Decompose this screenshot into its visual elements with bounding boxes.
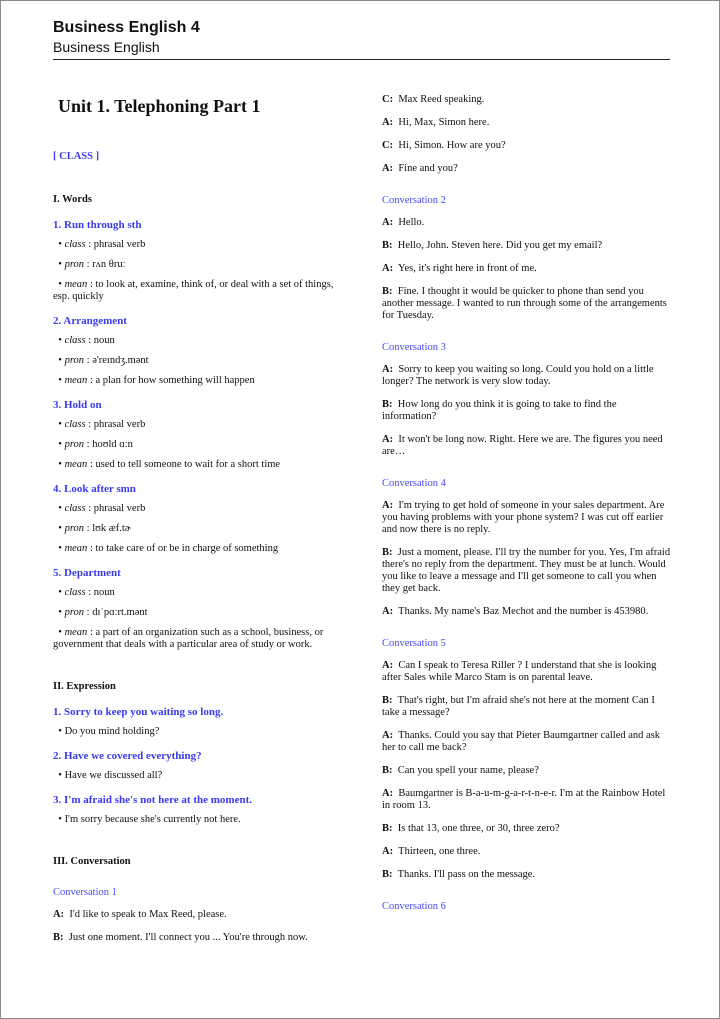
- word-pron-item: • pron : hoʊld ɑːn: [53, 439, 133, 450]
- word-heading: 3. Hold on: [53, 399, 102, 411]
- dialogue-line: [382, 434, 672, 458]
- word-pron-item: • pron : lʊk æf.tɚ: [53, 523, 132, 534]
- header-divider: [53, 59, 670, 60]
- dialogue-line: [382, 765, 672, 777]
- word-mean-value: to look at, examine, think of, or deal with a set of things, esp. quickly: [53, 279, 334, 302]
- speaker-label: B:: [382, 399, 393, 410]
- dialogue-line: [382, 286, 672, 322]
- speaker-label: A:: [382, 788, 394, 799]
- word-mean-label: mean: [64, 279, 88, 290]
- dialogue-line: [382, 823, 672, 835]
- speaker-label: A:: [382, 163, 394, 174]
- word-mean-value: used to tell someone to wait for a short time: [95, 459, 281, 470]
- expression-alternative: • Have we discussed all?: [53, 770, 163, 781]
- speaker-label: A:: [382, 500, 394, 511]
- word-class-item: • class : noun: [53, 587, 115, 598]
- dialogue-line: [382, 263, 672, 275]
- speaker-label: A:: [382, 217, 394, 228]
- word-pron-item: • pron : ə'reɪndʒ.mənt: [53, 355, 149, 366]
- speaker-label: B:: [53, 932, 64, 943]
- dialogue-text: Hello.: [398, 217, 425, 228]
- speaker-label: A:: [53, 909, 65, 920]
- word-mean-label: mean: [64, 627, 88, 638]
- speaker-label: C:: [382, 94, 394, 105]
- dialogue-line: [382, 364, 672, 388]
- word-pron-value: ə'reɪndʒ.mənt: [92, 355, 149, 366]
- dialogue-text: Just a moment, please. I'll try the number for you. Yes, I'm afraid there's no reply from the department. They must be at lunch. Would you like to leave a message and I'll get someone to call you when they get back.: [382, 547, 671, 594]
- document-subtitle: Business English: [53, 39, 160, 55]
- speaker-label: B:: [382, 765, 393, 776]
- dialogue-text: Can I speak to Teresa Riller ? I understand that she is looking after Sales while Marco Stam is on parental leave.: [382, 660, 657, 683]
- dialogue-text: That's right, but I'm afraid she's not here at the moment Can I take a message?: [382, 695, 655, 718]
- dialogue-line: [382, 240, 672, 252]
- dialogue-text: How long do you think it is going to take to find the information?: [382, 399, 617, 422]
- expression-alternative-text: Do you mind holding?: [64, 726, 160, 737]
- word-pron-item: • pron : dɪˈpɑːrt.mənt: [53, 607, 148, 618]
- word-mean-item: • mean : to look at, examine, think of, or deal with a set of things, esp. quickly: [53, 279, 334, 302]
- word-heading: 5. Department: [53, 567, 121, 579]
- speaker-label: A:: [382, 263, 394, 274]
- word-heading: 1. Run through sth: [53, 219, 142, 231]
- dialogue-line: [382, 140, 672, 152]
- word-class-item: • class : phrasal verb: [53, 419, 146, 430]
- word-class-label: class: [64, 587, 86, 598]
- dialogue-text: Thanks. Could you say that Pieter Baumgartner called and ask her to call me back?: [382, 730, 661, 753]
- speaker-label: A:: [382, 660, 394, 671]
- word-class-item: • class : phrasal verb: [53, 239, 146, 250]
- dialogue-text: Fine. I thought it would be quicker to phone than send you another message. I wanted to run through some of the arrangements for Tuesday.: [382, 286, 667, 321]
- expression-alternative-text: Have we discussed all?: [64, 770, 163, 781]
- word-pron-value: hoʊld ɑːn: [92, 439, 133, 450]
- speaker-label: C:: [382, 140, 394, 151]
- word-pron-label: pron: [64, 355, 85, 366]
- speaker-label: B:: [382, 695, 393, 706]
- dialogue-line: [53, 932, 343, 944]
- expression-alternative-text: I'm sorry because she's currently not here.: [64, 814, 241, 825]
- dialogue-text: I'd like to speak to Max Reed, please.: [69, 909, 227, 920]
- conversation-list-left: [53, 887, 343, 944]
- word-mean-item: • mean : to take care of or be in charge of something: [53, 543, 279, 554]
- speaker-label: A:: [382, 846, 394, 857]
- dialogue-line: [382, 695, 672, 719]
- expression-heading: 1. Sorry to keep you waiting so long.: [53, 706, 224, 718]
- word-pron-value: lʊk æf.tɚ: [92, 523, 132, 534]
- words-list: [53, 219, 343, 651]
- dialogue-text: Thirteen, one three.: [398, 846, 481, 857]
- dialogue-text: Can you spell your name, please?: [397, 765, 539, 776]
- word-pron-item: • pron : rʌn θruː: [53, 259, 126, 270]
- dialogue-text: Baumgartner is B-a-u-m-g-a-r-t-n-e-r. I'm at the Rainbow Hotel in room 13.: [382, 788, 666, 811]
- word-mean-label: mean: [64, 459, 88, 470]
- word-pron-value: dɪˈpɑːrt.mənt: [92, 607, 148, 618]
- word-mean-value: a plan for how something will happen: [95, 375, 255, 386]
- dialogue-line: [382, 606, 672, 618]
- speaker-label: B:: [382, 286, 393, 297]
- dialogue-line: [382, 660, 672, 684]
- speaker-label: A:: [382, 606, 394, 617]
- dialogue-text: It won't be long now. Right. Here we are. The figures you need are…: [382, 434, 663, 457]
- dialogue-text: I'm trying to get hold of someone in your sales department. Are you having problems with your phone system? I was cut off earlier and now there is no reply.: [382, 500, 665, 535]
- expression-alternative: • Do you mind holding?: [53, 726, 160, 737]
- word-class-label: class: [64, 503, 86, 514]
- speaker-label: A:: [382, 364, 394, 375]
- word-mean-item: • mean : a plan for how something will happen: [53, 375, 255, 386]
- expression-heading: 2. Have we covered everything?: [53, 750, 202, 762]
- word-class-label: class: [64, 335, 86, 346]
- dialogue-text: Sorry to keep you waiting so long. Could you hold on a little longer? The network is very slow today.: [382, 364, 654, 387]
- word-class-item: • class : phrasal verb: [53, 503, 146, 514]
- dialogue-line: [382, 94, 672, 106]
- expression-list: [53, 706, 343, 826]
- document-title: Business English 4: [53, 19, 200, 36]
- word-heading: 2. Arrangement: [53, 315, 127, 327]
- word-class-label: class: [64, 239, 86, 250]
- word-mean-label: mean: [64, 375, 88, 386]
- word-class-value: noun: [93, 335, 115, 346]
- conversation-title: Conversation 2: [382, 195, 446, 206]
- dialogue-line: [382, 869, 672, 881]
- word-class-value: phrasal verb: [93, 419, 146, 430]
- dialogue-text: Yes, it's right here in front of me.: [397, 263, 537, 274]
- dialogue-text: Just one moment. I'll connect you ... You're through now.: [68, 932, 308, 943]
- dialogue-line: [382, 500, 672, 536]
- word-pron-value: rʌn θruː: [92, 259, 126, 270]
- conversation-title: Conversation 4: [382, 478, 446, 489]
- word-class-label: class: [64, 419, 86, 430]
- speaker-label: A:: [382, 730, 394, 741]
- conversation-title: Conversation 5: [382, 638, 446, 649]
- word-class-value: phrasal verb: [93, 503, 146, 514]
- dialogue-line: [382, 399, 672, 423]
- dialogue-text: Thanks. I'll pass on the message.: [397, 869, 536, 880]
- dialogue-line: [382, 163, 672, 175]
- word-pron-label: pron: [64, 439, 85, 450]
- dialogue-text: Thanks. My name's Baz Mechot and the number is 453980.: [398, 606, 649, 617]
- conversation-title: Conversation 6: [382, 901, 446, 912]
- dialogue-line: [53, 909, 343, 921]
- class-link[interactable]: [ CLASS ]: [53, 151, 100, 162]
- expression-alternative: • I'm sorry because she's currently not here.: [53, 814, 241, 825]
- dialogue-line: [382, 788, 672, 812]
- word-class-value: phrasal verb: [93, 239, 146, 250]
- conversation-title: Conversation 3: [382, 342, 446, 353]
- unit-title: Unit 1. Telephoning Part 1: [58, 96, 261, 116]
- word-class-value: noun: [93, 587, 115, 598]
- conversation-heading: III. Conversation: [53, 856, 131, 867]
- word-mean-value: to take care of or be in charge of something: [95, 543, 279, 554]
- word-pron-label: pron: [64, 523, 85, 534]
- word-pron-label: pron: [64, 607, 85, 618]
- speaker-label: B:: [382, 547, 393, 558]
- dialogue-line: [382, 117, 672, 129]
- speaker-label: A:: [382, 117, 394, 128]
- speaker-label: A:: [382, 434, 394, 445]
- right-column: [382, 94, 672, 913]
- word-pron-label: pron: [64, 259, 85, 270]
- word-mean-value: a part of an organization such as a school, business, or government that deals with a particular area of study or work.: [53, 627, 324, 650]
- dialogue-text: Hi, Max, Simon here.: [398, 117, 490, 128]
- expression-heading: II. Expression: [53, 681, 116, 692]
- dialogue-text: Hello, John. Steven here. Did you get my email?: [397, 240, 603, 251]
- expression-heading: 3. I'm afraid she's not here at the moment.: [53, 794, 252, 806]
- dialogue-line: [382, 730, 672, 754]
- speaker-label: B:: [382, 823, 393, 834]
- conversation-title: Conversation 1: [53, 887, 117, 898]
- word-class-item: • class : noun: [53, 335, 115, 346]
- speaker-label: B:: [382, 240, 393, 251]
- dialogue-line: [382, 217, 672, 229]
- dialogue-text: Max Reed speaking.: [398, 94, 485, 105]
- dialogue-text: Fine and you?: [398, 163, 458, 174]
- speaker-label: B:: [382, 869, 393, 880]
- dialogue-line: [382, 846, 672, 858]
- word-mean-item: • mean : used to tell someone to wait for a short time: [53, 459, 281, 470]
- dialogue-text: Hi, Simon. How are you?: [398, 140, 506, 151]
- word-mean-label: mean: [64, 543, 88, 554]
- dialogue-text: Is that 13, one three, or 30, three zero?: [397, 823, 560, 834]
- words-heading: I. Words: [53, 194, 92, 205]
- word-mean-item: • mean : a part of an organization such as a school, business, or government that deals with a particular area of study or work.: [53, 627, 324, 650]
- left-column: [53, 94, 343, 944]
- word-heading: 4. Look after smn: [53, 483, 136, 495]
- dialogue-line: [382, 547, 672, 595]
